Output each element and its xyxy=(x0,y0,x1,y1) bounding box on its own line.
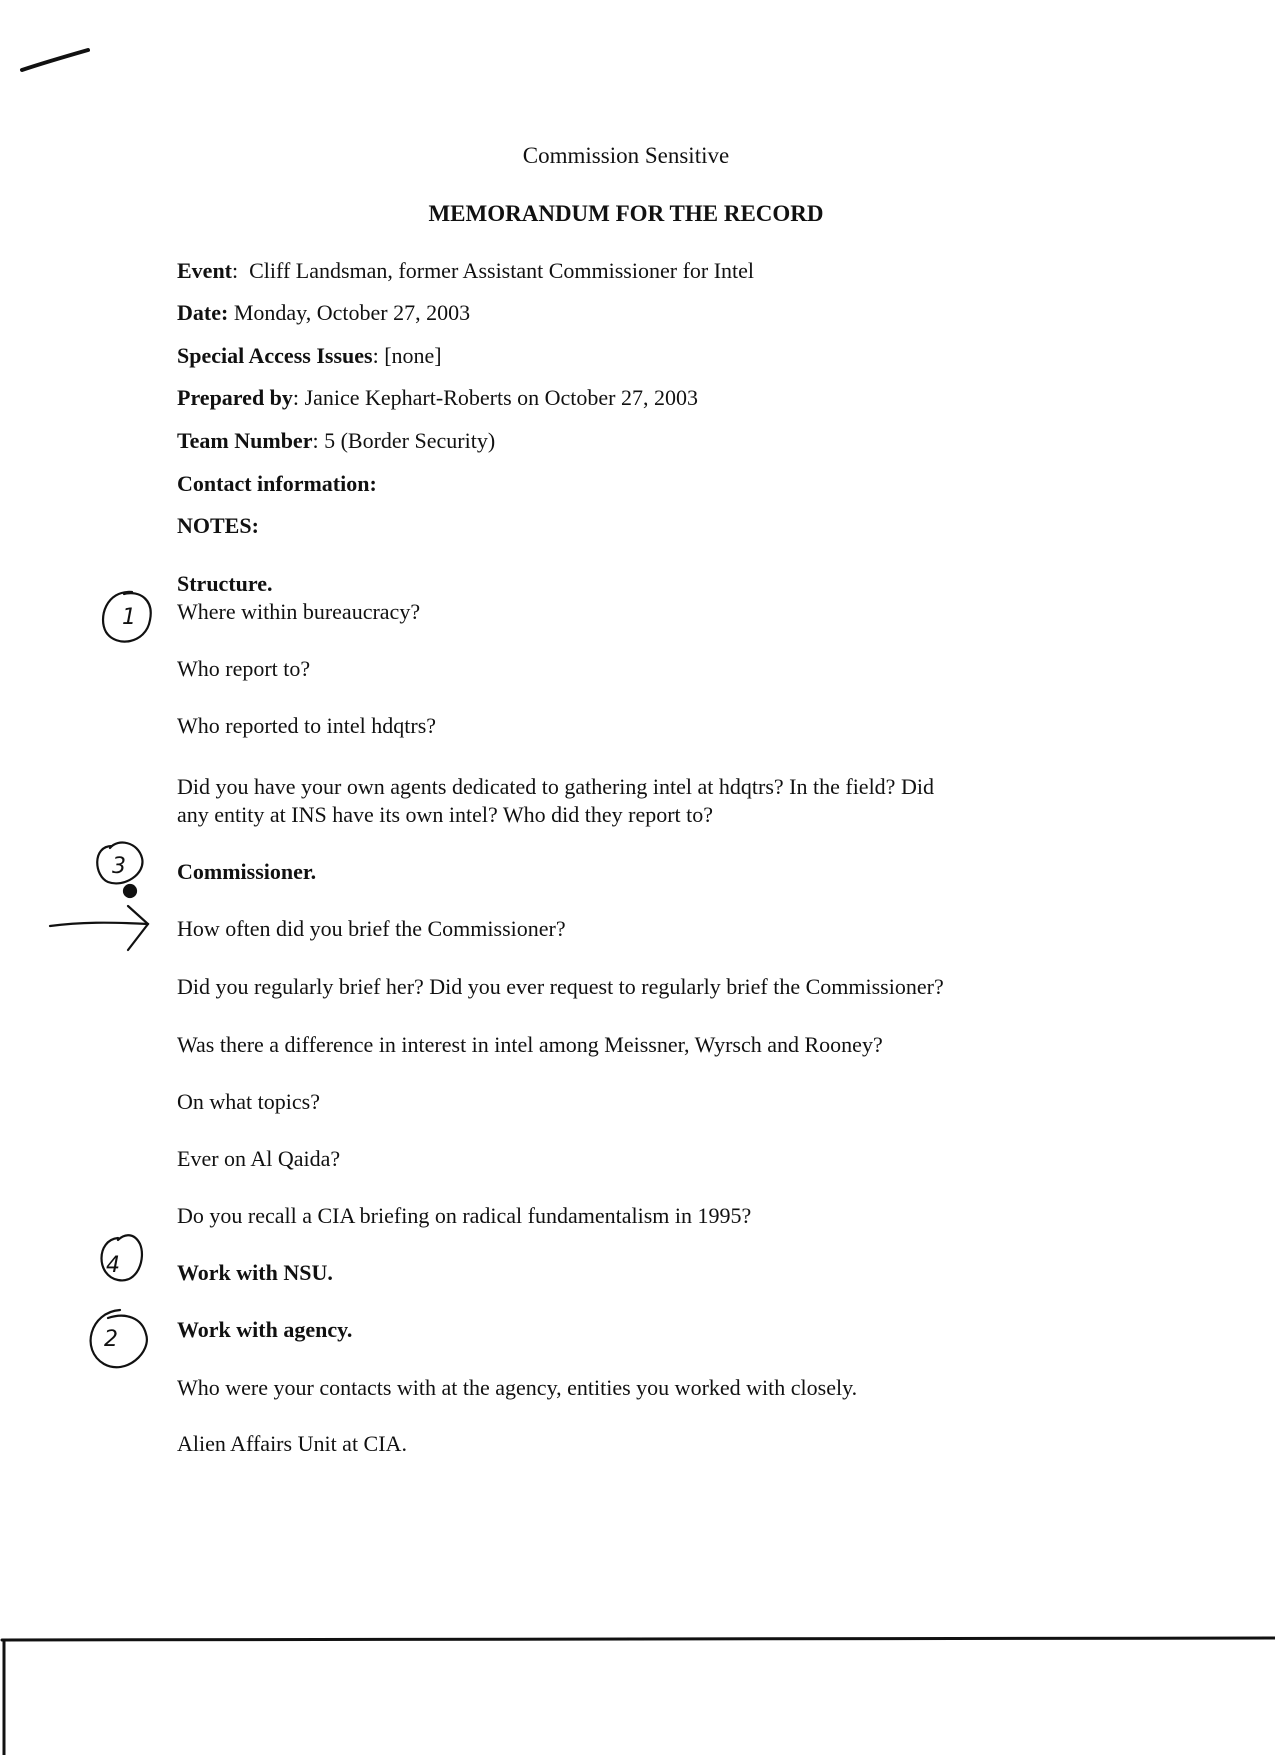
field-team-number: Team Number: 5 (Border Security) xyxy=(177,428,496,453)
structure-question-1: Where within bureaucracy? xyxy=(177,599,421,624)
field-special-access-label: Special Access Issues xyxy=(177,343,373,368)
commissioner-heading: Commissioner. xyxy=(177,859,317,884)
svg-text:1: 1 xyxy=(122,605,136,630)
arrow-right-icon xyxy=(50,906,148,950)
field-date-value: Monday, October 27, 2003 xyxy=(233,300,471,325)
notes-heading: NOTES: xyxy=(177,513,259,538)
field-event: Event: Cliff Landsman, former Assistant Commissioner for Intel xyxy=(177,258,755,283)
structure-question-4-line-1: Did you have your own agents dedicated to gathering intel at hdqtrs? In the field? Did xyxy=(177,774,934,799)
svg-text:2: 2 xyxy=(104,1327,118,1352)
commissioner-question-3: Was there a difference in interest in intel among Meissner, Wyrsch and Rooney? xyxy=(177,1032,883,1057)
field-prepared-by-label: Prepared by xyxy=(177,385,293,410)
pen-stroke-mark xyxy=(22,50,88,70)
memo-title: MEMORANDUM FOR THE RECORD xyxy=(428,201,824,226)
field-prepared-by-value: Janice Kephart-Roberts on October 27, 2003 xyxy=(304,385,698,410)
structure-question-3: Who reported to intel hdqtrs? xyxy=(177,713,437,738)
svg-text:3: 3 xyxy=(112,854,126,879)
nsu-heading: Work with NSU. xyxy=(177,1260,333,1285)
agency-heading: Work with agency. xyxy=(177,1317,353,1342)
structure-question-2: Who report to? xyxy=(177,656,311,681)
field-event-label: Event xyxy=(177,258,232,283)
bottom-frame-line xyxy=(2,1638,1275,1640)
field-contact-information: Contact information: xyxy=(177,471,377,496)
svg-text:4: 4 xyxy=(106,1253,120,1278)
circled-number-1-icon xyxy=(103,592,151,642)
circled-number-4-icon xyxy=(102,1235,142,1280)
commissioner-question-1: How often did you brief the Commissioner? xyxy=(177,916,566,941)
field-team-number-label: Team Number xyxy=(177,428,313,453)
sensitivity-label: Commission Sensitive xyxy=(522,143,730,168)
circled-number-2-icon xyxy=(91,1310,147,1367)
agency-question-2: Alien Affairs Unit at CIA. xyxy=(177,1431,407,1456)
commissioner-question-6: Do you recall a CIA briefing on radical fundamentalism in 1995? xyxy=(177,1203,752,1228)
field-special-access-value: [none] xyxy=(384,343,442,368)
commissioner-question-2: Did you regularly brief her? Did you ever request to regularly brief the Commissioner? xyxy=(177,974,944,999)
field-prepared-by: Prepared by: Janice Kephart-Roberts on October 27, 2003 xyxy=(177,385,698,410)
structure-question-4-line-2: any entity at INS have its own intel? Who did they report to? xyxy=(177,802,714,827)
commissioner-question-4: On what topics? xyxy=(177,1089,320,1114)
field-event-value: Cliff Landsman, former Assistant Commissioner for Intel xyxy=(249,258,755,283)
circled-number-3-icon xyxy=(97,843,142,897)
field-team-number-value: 5 (Border Security) xyxy=(324,428,496,453)
structure-heading: Structure. xyxy=(177,571,273,596)
commissioner-question-5: Ever on Al Qaida? xyxy=(177,1146,341,1171)
field-special-access: Special Access Issues: [none] xyxy=(177,343,442,368)
agency-question-1: Who were your contacts with at the agency, entities you worked with closely. xyxy=(177,1375,858,1400)
field-date-label: Date: xyxy=(177,300,229,325)
